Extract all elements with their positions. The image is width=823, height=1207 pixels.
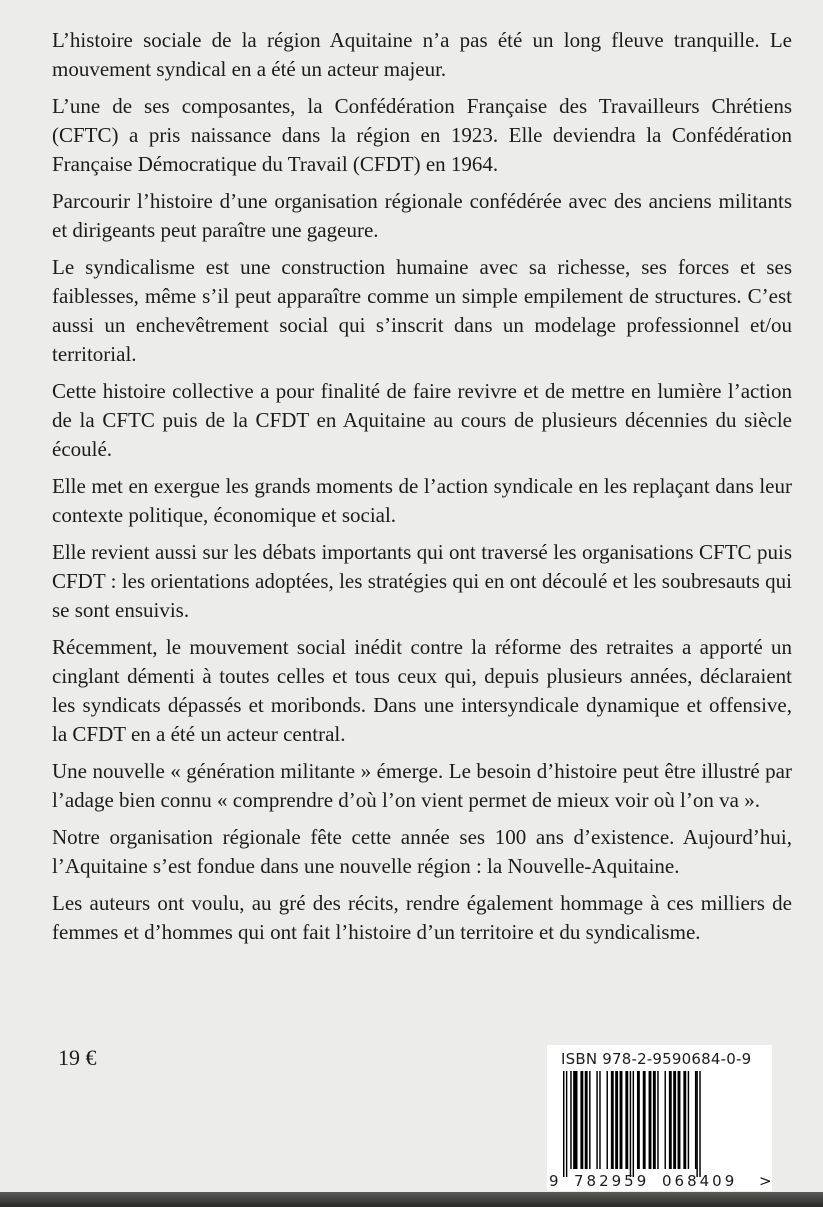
page-edge-shadow [0, 1192, 823, 1207]
blurb-paragraph: Notre organisation régionale fête cette année ses 100 ans d’existence. Aujourd’hui, l’Aquitaine s’est fondue dans une nouvelle région : la Nouvelle-Aquitaine. [52, 825, 792, 878]
blurb-paragraph: Une nouvelle « génération militante » émerge. Le besoin d’histoire peut être illustré par l’adage bien connu « comprendre d’où l’on vient permet de mieux voir où l’on va ». [52, 759, 792, 812]
blurb-paragraph: Cette histoire collective a pour finalité de faire revivre et de mettre en lumière l’action de la CFTC puis de la CFDT en Aquitaine au cours de plusieurs décennies du siècle écoulé. [52, 379, 792, 461]
isbn-number: ISBN 978-2-9590684-0-9 [561, 1050, 752, 1068]
back-cover-blurb [52, 26, 792, 955]
isbn-barcode [547, 1045, 772, 1191]
blurb-paragraph: Parcourir l’histoire d’une organisation régionale confédérée avec des anciens militants et dirigeants peut paraître une gageure. [52, 189, 792, 242]
blurb-paragraph: L’histoire sociale de la région Aquitaine n’a pas été un long fleuve tranquille. Le mouvement syndical en a été un acteur majeur. [52, 28, 792, 81]
barcode-digit-group-right: 068409 [662, 1172, 738, 1190]
blurb-paragraph: Les auteurs ont voulu, au gré des récits, rendre également hommage à ces milliers de femmes et d’hommes qui ont fait l’histoire d’un territoire et du syndicalisme. [52, 891, 792, 944]
barcode-digit-first: 9 [549, 1172, 559, 1190]
price-label: 19 € [58, 1045, 97, 1070]
barcode-digit-group-left: 782959 [574, 1172, 650, 1190]
barcode-quiet-zone-marker: > [759, 1172, 772, 1190]
blurb-paragraph: Récemment, le mouvement social inédit contre la réforme des retraites a apporté un cinglant démenti à toutes celles et tous ceux qui, depuis plusieurs années, déclaraient les syndicats dépassés et moribonds. Dans une intersyndicale dynamique et offensive, la CFDT en a été un acteur central. [52, 635, 792, 746]
barcode-icon [547, 1045, 772, 1191]
blurb-paragraph: Elle revient aussi sur les débats importants qui ont traversé les organisations CFTC puis CFDT : les orientations adoptées, les stratégies qui en ont découlé et les soubresauts qui se sont ensuivis. [52, 540, 792, 622]
blurb-paragraph: Le syndicalisme est une construction humaine avec sa richesse, ses forces et ses faiblesses, même s’il peut apparaître comme un simple empilement de structures. C’est aussi un enchevêtrement social qui s’inscrit dans un modelage professionnel et/ou territorial. [52, 255, 792, 366]
blurb-paragraph: L’une de ses composantes, la Confédération Française des Travailleurs Chrétiens (CFTC) a pris naissance dans la région en 1923. Elle deviendra la Confédération Française Démocratique du Travail (CFDT) en 1964. [52, 94, 792, 176]
blurb-paragraph: Elle met en exergue les grands moments de l’action syndicale en les replaçant dans leur contexte politique, économique et social. [52, 474, 792, 527]
